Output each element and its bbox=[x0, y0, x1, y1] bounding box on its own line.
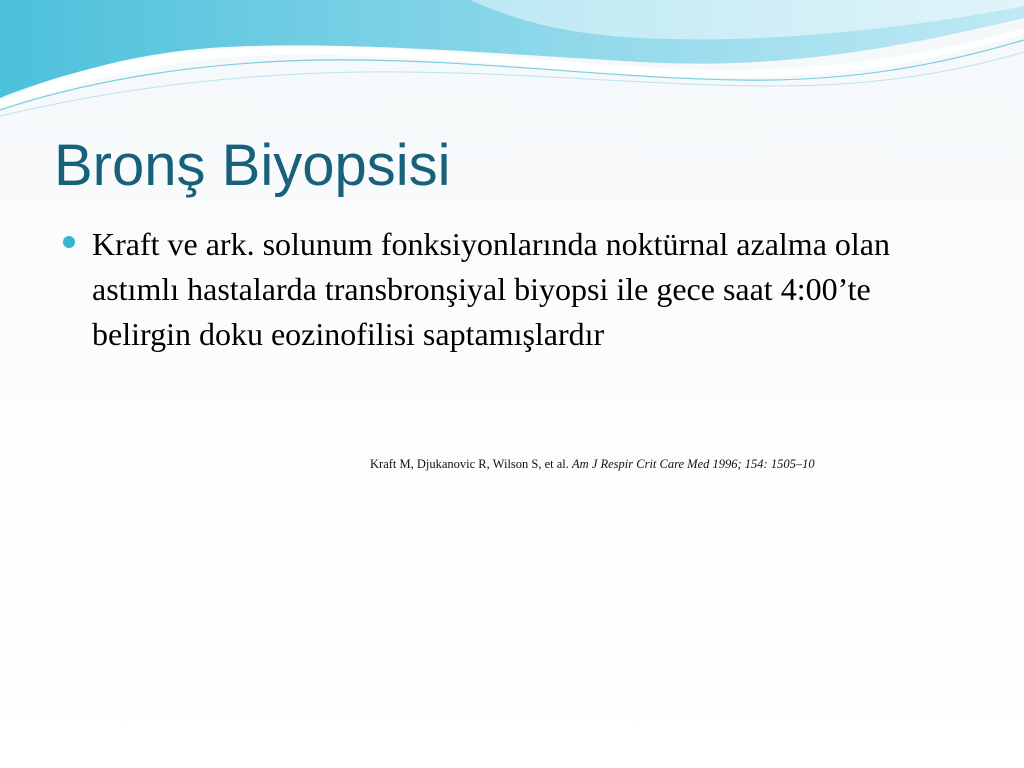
bullet-item bbox=[60, 222, 950, 357]
slide-title: Bronş Biyopsisi bbox=[54, 133, 451, 198]
bullet-text: Kraft ve ark. solunum fonksiyonlarında noktürnal azalma olan astımlı hastalarda transbronşiyal biyopsi ile gece saat 4:00’te belirgin doku eozinofilisi saptamışlardır bbox=[92, 226, 890, 352]
citation bbox=[370, 455, 815, 473]
citation-journal: Am J Respir Crit Care Med 1996; 154: 1505–10 bbox=[572, 457, 815, 471]
bullet-list bbox=[60, 222, 950, 357]
bullet-dot-icon bbox=[63, 236, 75, 248]
header-wave-decoration bbox=[0, 0, 1024, 130]
citation-authors: Kraft M, Djukanovic R, Wilson S, et al. bbox=[370, 457, 569, 471]
